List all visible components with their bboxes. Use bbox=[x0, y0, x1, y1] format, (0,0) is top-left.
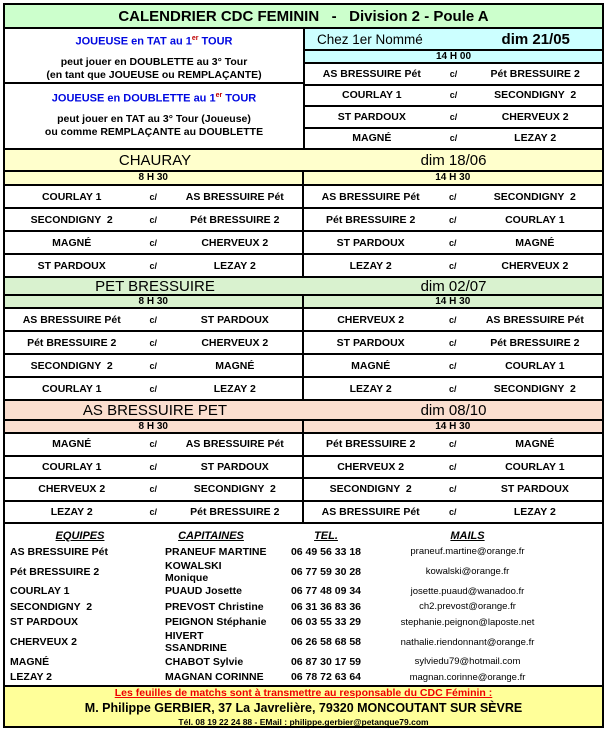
section-matches bbox=[5, 309, 602, 401]
away-team: CHERVEUX 2 bbox=[201, 236, 269, 249]
hours-row bbox=[5, 172, 602, 186]
versus-separator: c/ bbox=[149, 214, 157, 225]
versus-separator: c/ bbox=[149, 383, 157, 394]
section-pet-bressuire bbox=[5, 278, 602, 401]
email-address: sylviedu79@hotmail.com bbox=[414, 656, 521, 668]
rule-heading: JOUEUSE en TAT au 1er TOUR bbox=[75, 35, 233, 48]
match-row bbox=[5, 209, 602, 232]
versus-separator: c/ bbox=[448, 360, 457, 371]
match-row bbox=[5, 255, 602, 278]
section-as-bressuire-pet bbox=[5, 401, 602, 524]
versus-separator: c/ bbox=[149, 337, 157, 348]
hours-row bbox=[5, 421, 602, 434]
morning-match bbox=[5, 457, 304, 478]
team-name: LEZAY 2 bbox=[10, 671, 53, 684]
versus-separator: c/ bbox=[449, 68, 458, 79]
match-row bbox=[305, 64, 602, 86]
home-team: ST PARDOUX bbox=[336, 336, 405, 349]
time-label: 14 H 30 bbox=[435, 172, 471, 183]
afternoon-match bbox=[304, 332, 603, 353]
away-team: CHERVEUX 2 bbox=[501, 110, 569, 123]
email-address: magnan.corinne@orange.fr bbox=[409, 671, 526, 683]
versus-separator: c/ bbox=[448, 439, 457, 450]
home-team: LEZAY 2 bbox=[50, 505, 93, 518]
home-team: AS BRESSUIRE Pét bbox=[22, 313, 121, 326]
home-team: COURLAY 1 bbox=[41, 382, 102, 395]
versus-separator: c/ bbox=[448, 214, 457, 225]
match-row bbox=[5, 457, 602, 480]
rule-box-tat bbox=[5, 29, 303, 84]
captain-name: PEIGNON Stéphanie bbox=[165, 616, 267, 629]
match-row bbox=[305, 107, 602, 129]
contact-row bbox=[5, 615, 602, 631]
away-team: ST PARDOUX bbox=[200, 460, 269, 473]
rule-line: peut jouer en DOUBLETTE au 3° Tour bbox=[60, 55, 248, 68]
rule-line: peut jouer en TAT au 3° Tour (Joueuse) bbox=[57, 113, 251, 125]
morning-match bbox=[5, 255, 304, 276]
away-team: SECONDIGNY 2 bbox=[493, 190, 576, 203]
home-team: COURLAY 1 bbox=[41, 460, 102, 473]
match-row bbox=[5, 502, 602, 525]
morning-match bbox=[5, 186, 304, 207]
section-band bbox=[5, 278, 602, 296]
away-team: LEZAY 2 bbox=[513, 505, 556, 518]
morning-match bbox=[5, 309, 304, 330]
home-team: COURLAY 1 bbox=[342, 89, 402, 102]
versus-separator: c/ bbox=[149, 237, 157, 248]
versus-separator: c/ bbox=[448, 260, 457, 271]
home-team: MAGNÉ bbox=[52, 236, 92, 249]
calendar-page bbox=[3, 3, 604, 728]
versus-separator: c/ bbox=[149, 260, 157, 271]
date-label: dim 21/05 bbox=[501, 30, 570, 48]
contacts-table bbox=[5, 524, 602, 685]
match-row bbox=[5, 479, 602, 502]
superscript-er: er bbox=[215, 92, 223, 100]
phone-number: 06 78 72 63 64 bbox=[290, 671, 362, 684]
home-team: ST PARDOUX bbox=[336, 236, 405, 249]
footer-notice: Les feuilles de matchs sont à transmettre au responsable du CDC Féminin : bbox=[114, 686, 493, 699]
phone-number: 06 31 36 83 36 bbox=[290, 600, 362, 613]
section-band bbox=[5, 401, 602, 421]
away-team: SECONDIGNY 2 bbox=[193, 483, 276, 496]
morning-match bbox=[5, 232, 304, 253]
versus-separator: c/ bbox=[449, 90, 458, 101]
morning-match bbox=[5, 479, 304, 500]
afternoon-match bbox=[304, 232, 603, 253]
home-team: SECONDIGNY 2 bbox=[30, 359, 113, 372]
away-team: COURLAY 1 bbox=[505, 460, 565, 473]
afternoon-match bbox=[304, 502, 603, 523]
home-team: ST PARDOUX bbox=[37, 259, 106, 272]
email-address: nathalie.riendonnant@orange.fr bbox=[400, 636, 535, 648]
afternoon-match bbox=[304, 479, 603, 500]
contact-row bbox=[5, 670, 602, 686]
rule-heading: JOUEUSE en DOUBLETTE au 1er TOUR bbox=[51, 92, 257, 105]
footer bbox=[5, 685, 602, 726]
away-team: SECONDIGNY 2 bbox=[493, 382, 576, 395]
captain-name: HIVERT SSANDRINE bbox=[165, 630, 227, 654]
email-address: josette.puaud@wanadoo.fr bbox=[410, 585, 525, 597]
time-label: 14 H 30 bbox=[435, 296, 471, 307]
column-header-tel: TEL. bbox=[314, 529, 338, 542]
afternoon-match bbox=[304, 186, 603, 207]
home-team: AS BRESSUIRE Pét bbox=[321, 505, 420, 518]
contacts-rows bbox=[5, 544, 602, 685]
match-row bbox=[5, 309, 602, 332]
away-team: SECONDIGNY 2 bbox=[494, 89, 577, 102]
away-team: AS BRESSUIRE Pét bbox=[485, 313, 584, 326]
versus-separator: c/ bbox=[149, 360, 157, 371]
home-team: MAGNÉ bbox=[351, 359, 391, 372]
versus-separator: c/ bbox=[149, 191, 157, 202]
team-name: SECONDIGNY 2 bbox=[10, 600, 93, 613]
versus-separator: c/ bbox=[448, 383, 457, 394]
away-team: Pét BRESSUIRE 2 bbox=[190, 213, 280, 226]
venue-label: PET BRESSUIRE bbox=[95, 277, 215, 295]
match-row bbox=[5, 232, 602, 255]
team-name: MAGNÉ bbox=[10, 655, 50, 668]
match-row bbox=[5, 186, 602, 209]
versus-separator: c/ bbox=[449, 111, 458, 122]
phone-number: 06 03 55 33 29 bbox=[290, 616, 362, 629]
captain-name: PREVOST Christine bbox=[165, 600, 264, 613]
home-team: Pét BRESSUIRE 2 bbox=[326, 213, 416, 226]
versus-separator: c/ bbox=[448, 461, 457, 472]
away-team: COURLAY 1 bbox=[505, 359, 565, 372]
team-name: ST PARDOUX bbox=[10, 616, 79, 629]
afternoon-match bbox=[304, 309, 603, 330]
time-label: 14 H 30 bbox=[435, 421, 471, 432]
captain-name: CHABOT Sylvie bbox=[165, 655, 244, 668]
afternoon-match bbox=[304, 434, 603, 455]
team-name: AS BRESSUIRE Pét bbox=[10, 545, 109, 558]
section-chauray bbox=[5, 150, 602, 278]
away-team: Pét BRESSUIRE 2 bbox=[190, 505, 280, 518]
home-team: Pét BRESSUIRE 2 bbox=[27, 336, 117, 349]
contact-row bbox=[5, 584, 602, 600]
column-header-capitaines: CAPITAINES bbox=[178, 529, 244, 542]
team-name: COURLAY 1 bbox=[10, 585, 70, 598]
team-name: Pét BRESSUIRE 2 bbox=[10, 565, 100, 578]
versus-separator: c/ bbox=[149, 314, 157, 325]
match-row bbox=[5, 355, 602, 378]
away-team: CHERVEUX 2 bbox=[201, 336, 269, 349]
match-row bbox=[305, 129, 602, 149]
rule-line: (en tant que JOUEUSE ou REMPLAÇANTE) bbox=[46, 68, 262, 81]
away-team: MAGNÉ bbox=[515, 438, 555, 451]
home-team: AS BRESSUIRE Pét bbox=[321, 190, 420, 203]
captain-name: KOWALSKI Monique bbox=[165, 559, 222, 584]
away-team: LEZAY 2 bbox=[514, 132, 557, 145]
away-team: COURLAY 1 bbox=[505, 213, 565, 226]
home-team: MAGNÉ bbox=[352, 132, 392, 145]
time-label: 8 H 30 bbox=[5, 172, 304, 184]
contact-row bbox=[5, 599, 602, 615]
afternoon-match bbox=[304, 209, 603, 230]
round1-column bbox=[305, 29, 602, 148]
away-team: Pét BRESSUIRE 2 bbox=[490, 67, 580, 80]
away-team: CHERVEUX 2 bbox=[501, 259, 569, 272]
away-team: ST PARDOUX bbox=[200, 313, 269, 326]
match-row bbox=[5, 332, 602, 355]
away-team: MAGNÉ bbox=[215, 359, 255, 372]
captain-name: PUAUD Josette bbox=[165, 585, 243, 598]
email-address: kowalski@orange.fr bbox=[425, 566, 510, 577]
home-team: MAGNÉ bbox=[52, 438, 92, 451]
date-label: dim 08/10 bbox=[420, 401, 487, 419]
column-header-mails: MAILS bbox=[450, 529, 485, 542]
away-team: LEZAY 2 bbox=[213, 382, 256, 395]
captain-name: MAGNAN CORINNE bbox=[165, 671, 264, 684]
phone-number: 06 49 56 33 18 bbox=[290, 545, 362, 558]
rule-line: ou comme REMPLAÇANTE au DOUBLETTE bbox=[44, 126, 264, 138]
date-label: dim 02/07 bbox=[420, 277, 487, 295]
versus-separator: c/ bbox=[149, 484, 157, 495]
footer-contact: Tél. 08 19 22 24 88 - EMail : philippe.gerbier@petanque79.com bbox=[178, 716, 429, 727]
time-label: 14 H 00 bbox=[305, 51, 602, 64]
email-address: praneuf.martine@orange.fr bbox=[410, 546, 525, 558]
home-team: LEZAY 2 bbox=[349, 259, 392, 272]
home-team: ST PARDOUX bbox=[337, 110, 406, 123]
section-matches bbox=[5, 186, 602, 278]
contact-row bbox=[5, 560, 602, 584]
superscript-er: er bbox=[191, 35, 199, 42]
home-team: COURLAY 1 bbox=[41, 190, 102, 203]
afternoon-match bbox=[304, 378, 603, 399]
home-team: LEZAY 2 bbox=[349, 382, 392, 395]
home-team: CHERVEUX 2 bbox=[337, 460, 405, 473]
column-header-equipes: EQUIPES bbox=[55, 529, 105, 542]
home-team: SECONDIGNY 2 bbox=[30, 213, 113, 226]
section-matches bbox=[5, 434, 602, 524]
morning-match bbox=[5, 332, 304, 353]
round1-matches bbox=[305, 64, 602, 148]
team-name: CHERVEUX 2 bbox=[10, 636, 77, 648]
away-team: MAGNÉ bbox=[515, 236, 555, 249]
morning-match bbox=[5, 502, 304, 523]
venue-label: CHAURAY bbox=[118, 151, 192, 169]
versus-separator: c/ bbox=[448, 237, 457, 248]
time-label: 8 H 30 bbox=[5, 421, 304, 432]
home-team: CHERVEUX 2 bbox=[38, 483, 106, 496]
round1-header bbox=[305, 29, 602, 51]
match-row bbox=[5, 378, 602, 401]
versus-separator: c/ bbox=[448, 337, 457, 348]
versus-separator: c/ bbox=[149, 439, 157, 450]
section-band bbox=[5, 150, 602, 172]
captain-name: PRANEUF MARTINE bbox=[165, 545, 267, 558]
home-team: AS BRESSUIRE Pét bbox=[322, 67, 421, 80]
away-team: AS BRESSUIRE Pét bbox=[185, 438, 284, 451]
morning-match bbox=[5, 355, 304, 376]
phone-number: 06 77 59 30 28 bbox=[290, 565, 362, 578]
date-label: dim 18/06 bbox=[420, 151, 487, 169]
time-label: 8 H 30 bbox=[5, 296, 304, 307]
afternoon-match bbox=[304, 355, 603, 376]
morning-match bbox=[5, 434, 304, 455]
away-team: Pét BRESSUIRE 2 bbox=[490, 336, 580, 349]
afternoon-match bbox=[304, 457, 603, 478]
round1-area bbox=[5, 29, 602, 150]
email-address: ch2.prevost@orange.fr bbox=[419, 601, 516, 613]
versus-separator: c/ bbox=[448, 314, 457, 325]
versus-separator: c/ bbox=[149, 506, 157, 517]
phone-number: 06 77 48 09 34 bbox=[290, 585, 362, 598]
contact-row bbox=[5, 630, 602, 654]
hours-row bbox=[5, 296, 602, 309]
match-row bbox=[5, 434, 602, 457]
home-team: Pét BRESSUIRE 2 bbox=[326, 438, 416, 451]
morning-match bbox=[5, 209, 304, 230]
versus-separator: c/ bbox=[448, 484, 457, 495]
versus-separator: c/ bbox=[448, 191, 457, 202]
email-address: stephanie.peignon@laposte.net bbox=[400, 616, 535, 628]
contacts-header bbox=[5, 527, 602, 544]
page-title: CALENDRIER CDC FEMININ - Division 2 - Poule A bbox=[5, 5, 602, 29]
contact-row bbox=[5, 654, 602, 670]
footer-address: M. Philippe GERBIER, 37 La Javrelière, 79320 MONCOUTANT SUR SÈVRE bbox=[84, 700, 523, 715]
rules-column bbox=[5, 29, 305, 148]
contact-row bbox=[5, 544, 602, 560]
versus-separator: c/ bbox=[449, 133, 458, 144]
phone-number: 06 26 58 68 58 bbox=[290, 636, 362, 648]
morning-match bbox=[5, 378, 304, 399]
match-row bbox=[305, 86, 602, 108]
versus-separator: c/ bbox=[448, 506, 457, 517]
away-team: ST PARDOUX bbox=[500, 483, 569, 496]
away-team: LEZAY 2 bbox=[213, 259, 256, 272]
rule-box-doublette bbox=[5, 84, 303, 148]
venue-label: Chez 1er Nommé bbox=[317, 31, 423, 47]
home-team: SECONDIGNY 2 bbox=[329, 483, 412, 496]
versus-separator: c/ bbox=[149, 461, 157, 472]
home-team: CHERVEUX 2 bbox=[337, 313, 405, 326]
afternoon-match bbox=[304, 255, 603, 276]
away-team: AS BRESSUIRE Pét bbox=[185, 190, 284, 203]
phone-number: 06 87 30 17 59 bbox=[290, 655, 362, 668]
venue-label: AS BRESSUIRE PET bbox=[82, 401, 228, 419]
